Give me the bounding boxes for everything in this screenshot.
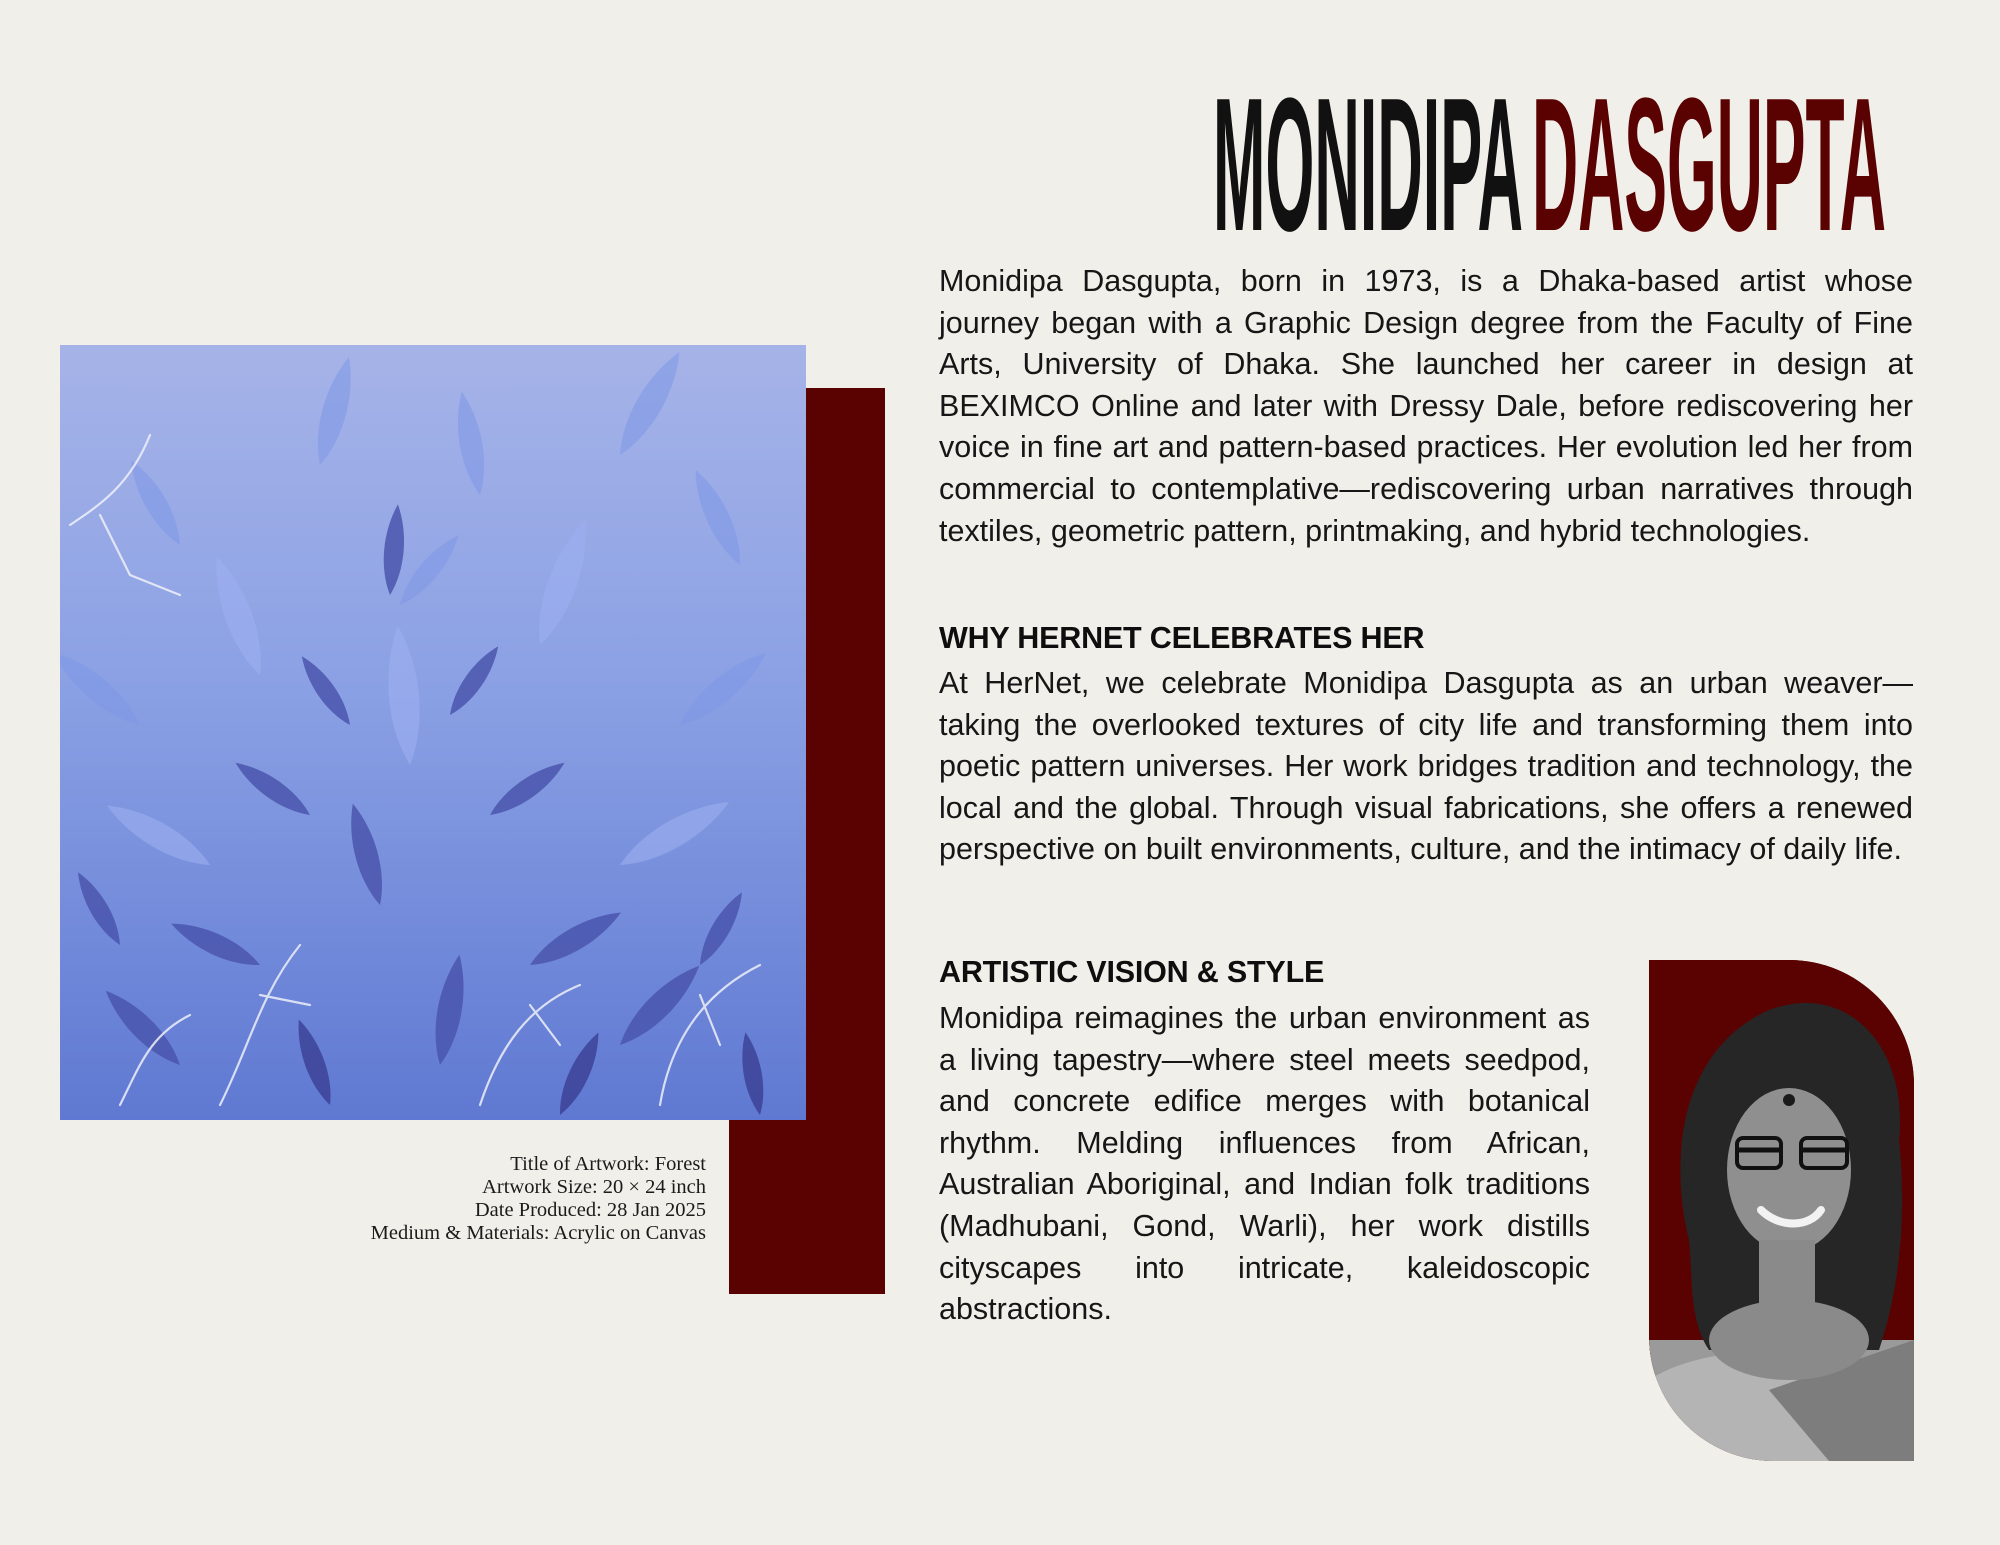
artwork-caption xyxy=(200,1153,706,1245)
forest-painting-image xyxy=(60,345,806,1120)
why-hernet-heading: WHY HERNET CELEBRATES HER xyxy=(939,621,1425,655)
artist-last-name: DASGUPTA xyxy=(1532,59,1886,271)
artistic-vision-body: Monidipa reimagines the urban environment as a living tapestry—where steel meets seedpod, and concrete edifice merges with botanical rhythm. Melding influences from African, Australian Aboriginal, and Indian folk traditions (Madhubani, Gond, Warli), her work distills cityscapes into intricate, kaleidoscopic abstractions. xyxy=(939,1001,1590,1327)
artist-name-heading xyxy=(1180,59,1904,271)
artwork-size: Artwork Size: 20 × 24 inch xyxy=(482,1176,706,1198)
artist-portrait-image xyxy=(1649,960,1914,1461)
artistic-vision-heading: ARTISTIC VISION & STYLE xyxy=(939,955,1325,989)
artwork-title: Title of Artwork: Forest xyxy=(510,1153,706,1175)
artwork-date: Date Produced: 28 Jan 2025 xyxy=(474,1199,706,1221)
artist-first-name: MONIDIPA xyxy=(1213,59,1523,271)
why-hernet-body: At HerNet, we celebrate Monidipa Dasgupta as an urban weaver—taking the overlooked textures of city life and transforming them into poetic pattern universes. Her work bridges tradition and technology, the local and the global. Through visual fabrications, she offers a renewed perspective on built environments, culture, and the intimacy of daily life. xyxy=(939,666,1913,867)
bio-intro: Monidipa Dasgupta, born in 1973, is a Dhaka-based artist whose journey began with a Graphic Design degree from the Faculty of Fine Arts, University of Dhaka. She launched her career in design at BEXIMCO Online and later with Dressy Dale, before rediscovering her voice in fine art and pattern-based practices. Her evolution led her from commercial to contemplative—rediscovering urban narratives through textiles, geometric pattern, printmaking, and hybrid technologies. xyxy=(939,264,1913,548)
artwork-medium: Medium & Materials: Acrylic on Canvas xyxy=(370,1222,706,1244)
